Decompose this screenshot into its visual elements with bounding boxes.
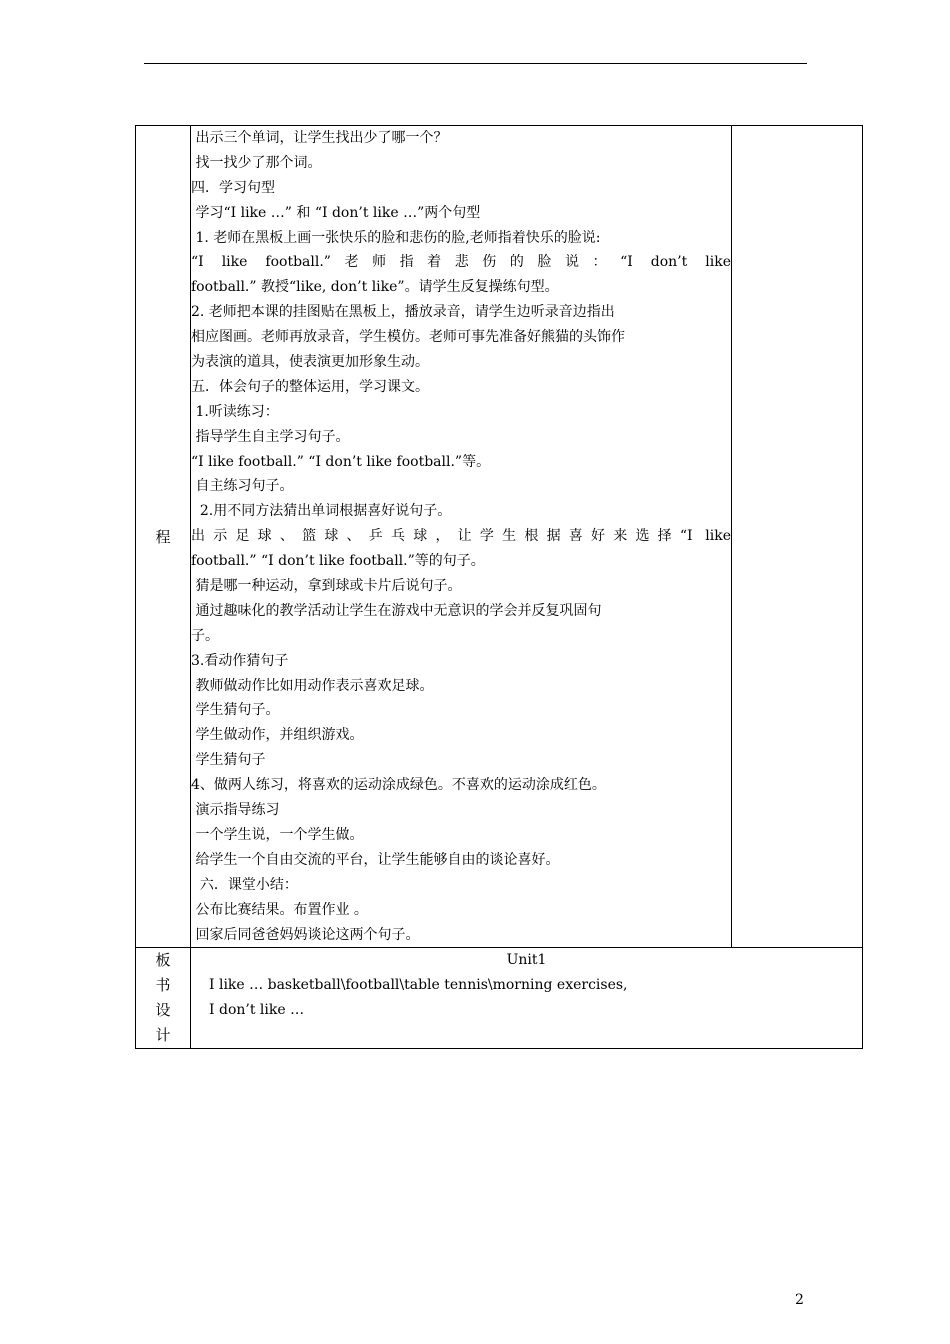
process-line: 四．学习句型 bbox=[191, 179, 275, 196]
board-title: Unit1 bbox=[506, 952, 547, 969]
page-number: 2 bbox=[795, 1292, 804, 1308]
process-line: “I like football.” “I don’t like football.”等。 bbox=[191, 453, 491, 470]
process-line: “I like football.”老师指着悲伤的脸说：“I don’t like bbox=[191, 254, 731, 271]
process-label: 程 bbox=[136, 126, 191, 948]
header-rule bbox=[144, 63, 807, 64]
lesson-plan-table bbox=[135, 125, 863, 1049]
process-line: 3.看动作猜句子 bbox=[191, 652, 289, 669]
process-line: football.” “I don’t like football.”等的句子。 bbox=[191, 553, 485, 570]
process-line: 六．课堂小结： bbox=[191, 876, 298, 893]
process-line: 2. 老师把本课的挂图贴在黑板上，播放录音，请学生边听录音边指出 bbox=[191, 304, 615, 321]
process-line: 一个学生说，一个学生做。 bbox=[191, 826, 364, 843]
board-label-char: 板 bbox=[155, 951, 171, 970]
process-content bbox=[191, 126, 732, 948]
board-row bbox=[136, 948, 863, 1049]
process-row bbox=[136, 126, 863, 948]
process-line: 回家后同爸爸妈妈谈论这两个句子。 bbox=[191, 926, 420, 943]
board-label-char: 设 bbox=[155, 1001, 171, 1020]
process-line: 1. 老师在黑板上画一张快乐的脸和悲伤的脸,老师指着快乐的脸说: bbox=[191, 229, 601, 246]
process-line: 找一找少了那个词。 bbox=[191, 154, 322, 171]
process-line: 自主练习句子。 bbox=[191, 478, 294, 495]
process-line: 公布比赛结果。布置作业 。 bbox=[191, 901, 368, 918]
process-line: 学习“I like …” 和 “I don’t like …”两个句型 bbox=[191, 204, 481, 221]
notes-column bbox=[732, 126, 863, 948]
process-line: 相应图画。老师再放录音，学生模仿。老师可事先准备好熊猫的头饰作 bbox=[191, 329, 625, 346]
board-label-char: 书 bbox=[155, 976, 171, 995]
process-line: 学生猜句子。 bbox=[191, 702, 280, 719]
process-line: 通过趣味化的教学活动让学生在游戏中无意识的学会并反复巩固句 bbox=[191, 602, 602, 619]
board-design-label bbox=[136, 948, 191, 1049]
process-line: 出示三个单词，让学生找出少了哪一个？ bbox=[191, 130, 448, 146]
process-line: 五．体会句子的整体运用，学习课文。 bbox=[191, 378, 429, 395]
process-line: 给学生一个自由交流的平台，让学生能够自由的谈论喜好。 bbox=[191, 851, 560, 868]
process-line: football.” 教授“like, don’t like”。请学生反复操练句型。 bbox=[191, 279, 559, 296]
board-design-content bbox=[191, 948, 863, 1049]
process-line: 教师做动作比如用动作表示喜欢足球。 bbox=[191, 677, 434, 694]
process-line: 子。 bbox=[191, 627, 219, 644]
process-line: 2.用不同方法猜出单词根据喜好说句子。 bbox=[191, 503, 452, 520]
board-line: I don’t like … bbox=[209, 1002, 305, 1019]
process-line: 猜是哪一种运动，拿到球或卡片后说句子。 bbox=[191, 578, 462, 595]
process-line: 演示指导练习 bbox=[191, 802, 280, 819]
process-line: 指导学生自主学习句子。 bbox=[191, 428, 350, 445]
process-line: 1.听读练习： bbox=[191, 403, 279, 420]
board-line: I like … basketball\football\table tennis\morning exercises, bbox=[209, 977, 628, 994]
board-label-char: 计 bbox=[155, 1026, 171, 1045]
process-line: 出示足球、篮球、乒乓球，让学生根据喜好来选择“I like bbox=[191, 528, 731, 545]
process-line: 学生猜句子 bbox=[191, 752, 266, 769]
process-line: 学生做动作，并组织游戏。 bbox=[191, 727, 364, 744]
process-line: 4、做两人练习，将喜欢的运动涂成绿色。不喜欢的运动涂成红色。 bbox=[191, 777, 606, 794]
process-line: 为表演的道具，使表演更加形象生动。 bbox=[191, 354, 429, 371]
